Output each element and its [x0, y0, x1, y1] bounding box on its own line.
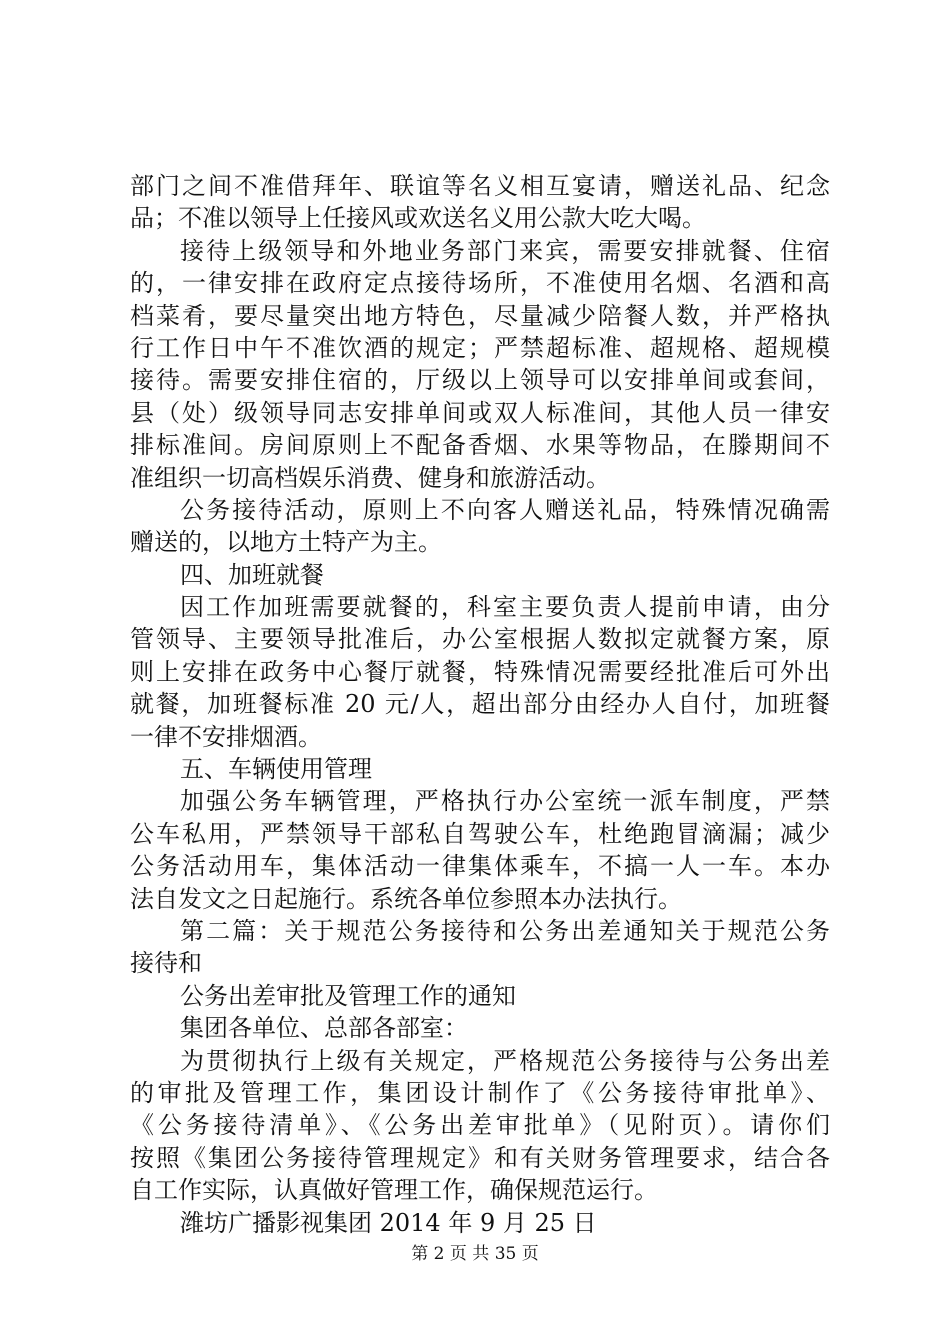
- text-line: 公务活动用车，集体活动一律集体乘车，不搞一人一车。本办: [130, 852, 830, 881]
- text-line: 一律不安排烟酒。: [130, 722, 322, 751]
- text-line: 的，一律安排在政府定点接待场所，不准使用名烟、名酒和高: [130, 269, 830, 298]
- text-line: 按照《集团公务接待管理规定》和有关财务管理要求，结合各: [130, 1143, 830, 1172]
- text-line: 因工作加班需要就餐的，科室主要负责人提前申请，由分: [180, 593, 830, 622]
- notice-title: 公务出差审批及管理工作的通知: [180, 981, 516, 1010]
- text-line: 接待和: [130, 949, 202, 978]
- section-heading: 第二篇：关于规范公务接待和公务出差通知关于规范公务: [180, 916, 830, 945]
- text-line: 为贯彻执行上级有关规定，严格规范公务接待与公务出差: [180, 1046, 830, 1075]
- text-line: 接待上级领导和外地业务部门来宾，需要安排就餐、住宿: [180, 236, 830, 265]
- text-line: 法自发文之日起施行。系统各单位参照本办法执行。: [130, 884, 682, 913]
- text-line: 《公务接待清单》、《公务出差审批单》（见附页）。请你们: [130, 1111, 830, 1140]
- text-line: 加强公务车辆管理，严格执行办公室统一派车制度，严禁: [180, 787, 830, 816]
- text-line: 则上安排在政务中心餐厅就餐，特殊情况需要经批准后可外出: [130, 657, 830, 686]
- text-line: 就餐，加班餐标准 20 元/人，超出部分由经办人自付，加班餐: [130, 690, 830, 719]
- text-line: 自工作实际，认真做好管理工作，确保规范运行。: [130, 1176, 658, 1205]
- text-line: 赠送的，以地方土特产为主。: [130, 528, 442, 557]
- text-line: 排标准间。房间原则上不配备香烟、水果等物品，在滕期间不: [130, 431, 830, 460]
- body-text: [130, 170, 830, 1239]
- signature-date: 潍坊广播影视集团 2014 年 9 月 25 日: [180, 1208, 597, 1237]
- salutation: 集团各单位、总部各部室：: [180, 1014, 468, 1043]
- text-line: 县（处）级领导同志安排单间或双人标准间，其他人员一律安: [130, 398, 830, 427]
- text-line: 公务接待活动，原则上不向客人赠送礼品，特殊情况确需: [180, 495, 830, 524]
- text-line: 准组织一切高档娱乐消费、健身和旅游活动。: [130, 463, 610, 492]
- section-heading: 五、车辆使用管理: [180, 755, 372, 784]
- text-line: 接待。需要安排住宿的，厅级以上领导可以安排单间或套间，: [130, 366, 830, 395]
- text-line: 公车私用，严禁领导干部私自驾驶公车，杜绝跑冒滴漏；减少: [130, 819, 830, 848]
- section-heading: 四、加班就餐: [180, 560, 324, 589]
- text-line: 部门之间不准借拜年、联谊等名义相互宴请，赠送礼品、纪念: [130, 172, 830, 200]
- text-line: 品；不准以领导上任接风或欢送名义用公款大吃大喝。: [130, 204, 706, 233]
- text-line: 的审批及管理工作，集团设计制作了《公务接待审批单》、: [130, 1078, 830, 1107]
- page-footer: 第 2 页 共 35 页: [411, 1244, 539, 1264]
- text-line: 档菜肴，要尽量突出地方特色，尽量减少陪餐人数，并严格执: [130, 301, 830, 330]
- text-line: 行工作日中午不准饮酒的规定；严禁超标准、超规格、超规模: [130, 333, 830, 362]
- text-line: 管领导、主要领导批准后，办公室根据人数拟定就餐方案，原: [130, 625, 830, 654]
